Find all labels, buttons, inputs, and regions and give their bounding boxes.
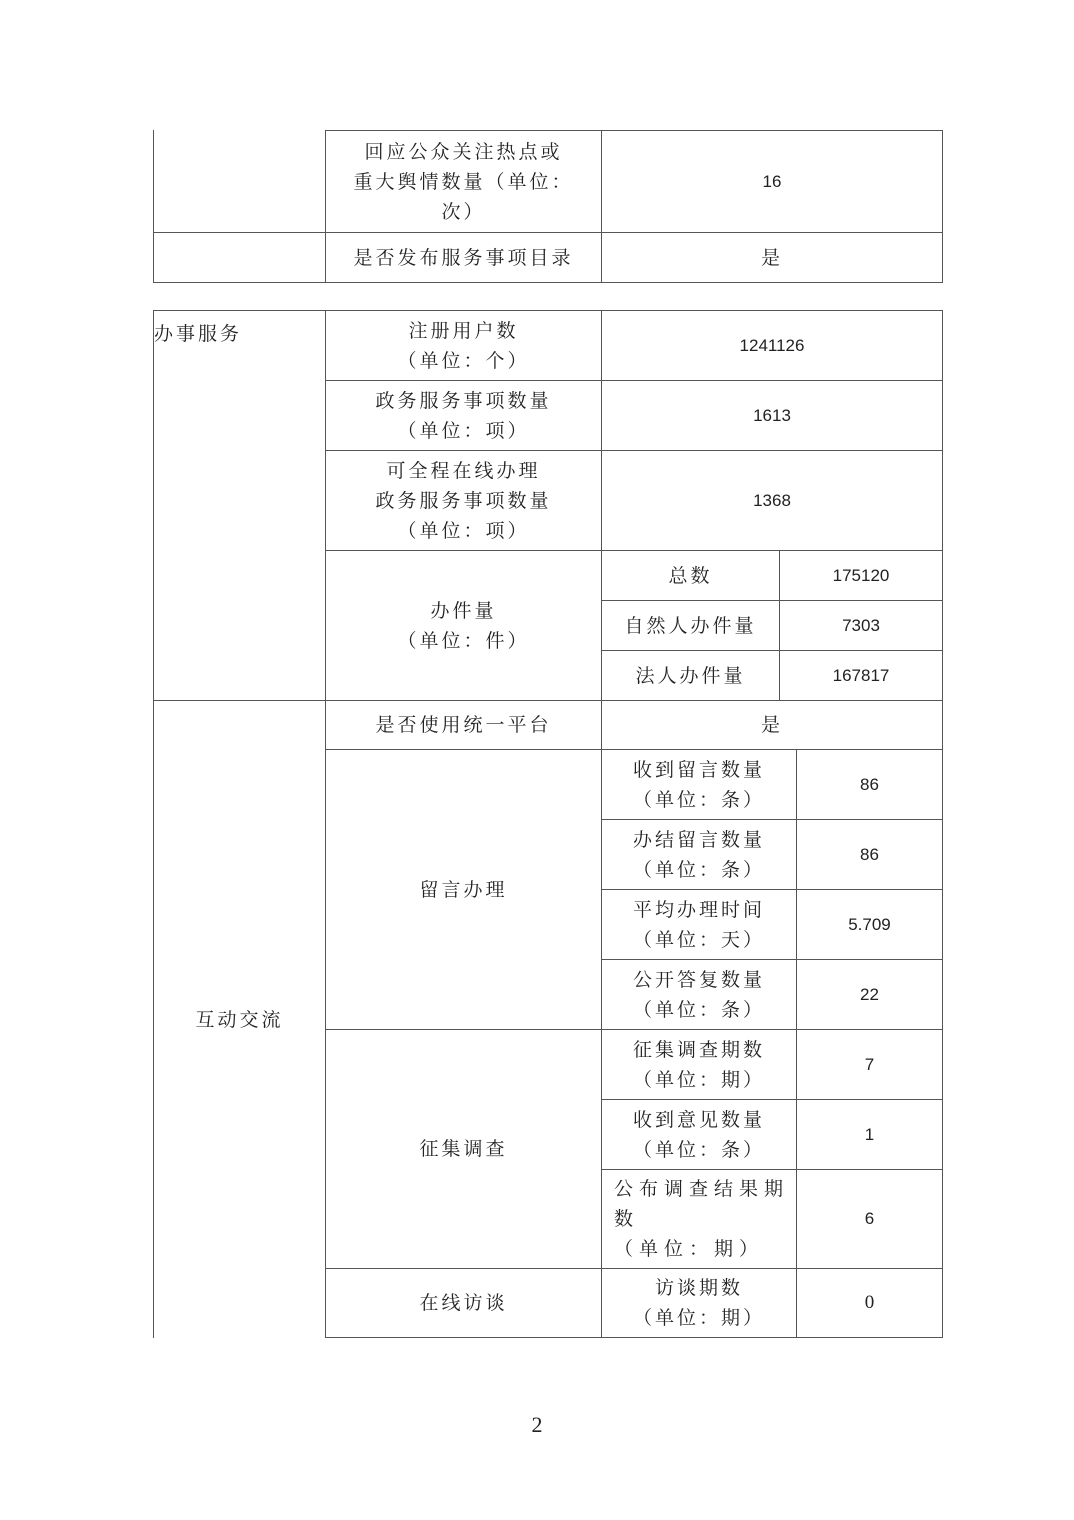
category-service: 办事服务 xyxy=(154,323,243,345)
survey-opinions-value: 1 xyxy=(864,1124,875,1144)
cases-total-value: 175120 xyxy=(832,565,890,585)
messages-concluded-value: 86 xyxy=(860,844,879,864)
unified-platform-label: 是否使用统一平台 xyxy=(375,714,552,736)
registered-users-label: 注册用户数 （单位：个） xyxy=(397,319,530,372)
registered-users-value: 1241126 xyxy=(739,335,805,355)
messages-received-value: 86 xyxy=(860,774,879,794)
messages-label: 留言办理 xyxy=(419,878,508,901)
cases-legal-label: 法人办件量 xyxy=(635,664,746,687)
cases-legal-value: 167817 xyxy=(832,665,890,685)
cases-total-label: 总数 xyxy=(668,564,713,587)
survey-periods-value: 7 xyxy=(864,1054,875,1074)
cases-label: 办件量 （单位：件） xyxy=(397,599,530,652)
service-items-label: 政务服务事项数量 （单位：项） xyxy=(375,389,552,442)
interview-periods-value: 0 xyxy=(864,1292,875,1313)
survey-periods-label: 征集调查期数 （单位：期） xyxy=(632,1038,765,1091)
page-number: 2 xyxy=(531,1412,543,1437)
catalog-value: 是 xyxy=(760,246,783,269)
messages-received-label: 收到留言数量 （单位：条） xyxy=(632,758,765,811)
cases-natural-label: 自然人办件量 xyxy=(624,614,757,637)
messages-avg-time-value: 5.709 xyxy=(848,914,891,934)
survey-result-periods-value: 6 xyxy=(864,1209,875,1228)
messages-avg-time-label: 平均办理时间 （单位：天） xyxy=(632,898,765,951)
catalog-label: 是否发布服务事项目录 xyxy=(353,246,574,269)
messages-public-replies-label: 公开答复数量 （单位：条） xyxy=(632,968,765,1021)
interview-periods-label: 访谈期数 （单位：期） xyxy=(632,1277,765,1329)
online-items-label: 可全程在线办理 政务服务事项数量 （单位：项） xyxy=(375,459,552,542)
survey-result-periods-label: 公布调查结果期 数 （单位：期） xyxy=(614,1178,790,1260)
survey-opinions-label: 收到意见数量 （单位：条） xyxy=(632,1108,765,1161)
messages-concluded-label: 办结留言数量 （单位：条） xyxy=(632,828,765,881)
survey-label: 征集调查 xyxy=(419,1138,508,1160)
service-items-value: 1613 xyxy=(753,405,791,425)
hotspot-value: 16 xyxy=(762,171,782,191)
messages-public-replies-value: 22 xyxy=(860,984,879,1004)
interview-label: 在线访谈 xyxy=(419,1292,508,1314)
category-interaction: 互动交流 xyxy=(195,1008,284,1031)
online-items-value: 1368 xyxy=(753,490,791,510)
cases-natural-value: 7303 xyxy=(842,615,880,635)
hotspot-label: 回应公众关注热点或 重大舆情数量（单位： 次） xyxy=(353,140,574,223)
unified-platform-value: 是 xyxy=(760,714,783,736)
